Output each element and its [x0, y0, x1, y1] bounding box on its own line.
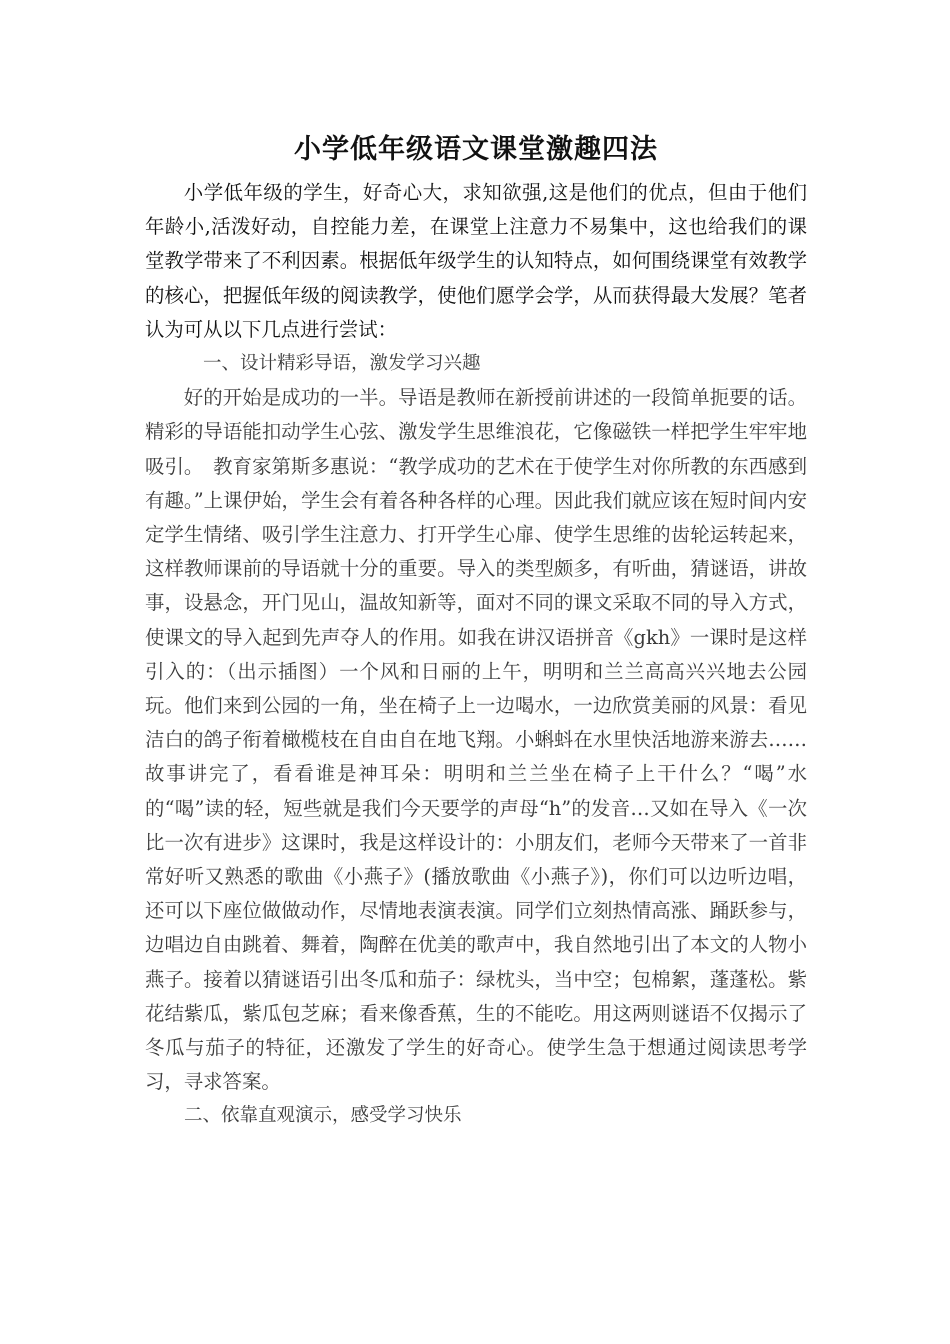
document-page [145, 128, 807, 1134]
section-body-1: 好的开始是成功的一半。导语是教师在新授前讲述的一段简单扼要的话。精彩的导语能扣动学生心弦、激发学生思维浪花，它像磁铁一样把学生牢牢地吸引。 教育家第斯多惠说：“教学成功的艺术在于使学生对你所教的东西感到有趣。”上课伊始，学生会有着各种各样的心理。因此我们就应该在短时间内安定学生情绪、吸引学生注意力、打开学生心扉、使学生思维的齿轮运转起来，这样教师课前的导语就十分的重要。导入的类型颇多，有听曲，猜谜语，讲故事，设悬念，开门见山，温故知新等，面对不同的课文采取不同的导入方式，使课文的导入起到先声夺人的作用。如我在讲汉语拼音《gkh》一课时是这样引入的：（出示插图）一个风和日丽的上午，明明和兰兰高高兴兴地去公园玩。他们来到公园的一角，坐在椅子上一边喝水，一边欣赏美丽的风景：看见洁白的鸽子衔着橄榄枝在自由自在地飞翔。小蝌蚪在水里快活地游来游去……故事讲完了，看看谁是神耳朵：明明和兰兰坐在椅子上干什么？“喝”水的“喝”读的轻，短些就是我们今天要学的声母“h”的发音…又如在导入《一次比一次有进步》这课时，我是这样设计的：小朋友们，老师今天带来了一首非常好听又熟悉的歌曲《小燕子》(播放歌曲《小燕子》)，你们可以边听边唱，还可以下座位做做动作，尽情地表演表演。同学们立刻热情高涨、踊跃参与，边唱边自由跳着、舞着，陶醉在优美的歌声中，我自然地引出了本文的人物小燕子。接着以猜谜语引出冬瓜和茄子：绿枕头，当中空；包棉絮，蓬蓬松。紫花结紫瓜，紫瓜包芝麻；看来像香蕉，生的不能吃。用这两则谜语不仅揭示了冬瓜与茄子的特征，还激发了学生的好奇心。使学生急于想通过阅读思考学习，寻求答案。 [145, 386, 807, 1094]
section-heading-1: 一、设计精彩导语，激发学习兴趣 [203, 353, 481, 375]
intro-paragraph: 小学低年级的学生，好奇心大，求知欲强,这是他们的优点，但由于他们年龄小,活泼好动，自控能力差，在课堂上注意力不易集中，这也给我们的课堂教学带来了不利因素。根据低年级学生的认知特点，如何围绕课堂有效教学的核心，把握低年级的阅读教学，使他们愿学会学，从而获得最大发展？笔者认为可从以下几点进行尝试： [145, 181, 807, 341]
document-title: 小学低年级语文课堂激趣四法 [294, 134, 658, 165]
section-heading-2: 二、依靠直观演示，感受学习快乐 [184, 1105, 462, 1127]
